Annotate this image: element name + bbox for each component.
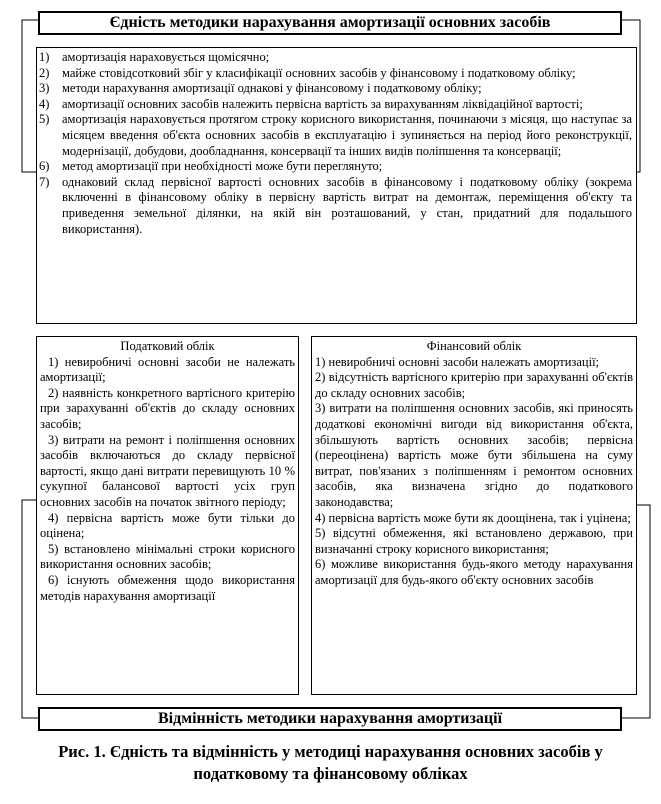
financial-item: 1) невиробничі основні засоби належать амортизації;	[315, 354, 600, 369]
caption-line-2: податковому та фінансовому обліках	[193, 764, 468, 783]
caption-line-1: Рис. 1. Єдність та відмінність у методиці нарахування основних засобів у	[58, 742, 603, 761]
unity-item: 5) амортизація нараховується протягом строку корисного використання, починаючи з місяця, що наступає за місяцем введення об'єкта основних засобів в експлуатацію і зупиняється на період його реконструкції, модернізації, добудови, дообладнання, консервації та інших видів поліпшення та консервації;	[39, 112, 632, 158]
financial-accounting-box	[311, 336, 637, 695]
tax-title: Податковий облік	[120, 339, 215, 353]
unity-item: 7) однаковий склад первісної вартості основних засобів в фінансовому і податковому обліку (зокрема включенні в фінансовому обліку в первісну вартість витрат на демонтаж, переміщення об'єкту та приведення земельної ділянки, на якій він розташований, у стан, придатний для подальшого використання).	[39, 174, 632, 236]
unity-title-text: Єдність методики нарахування амортизації основних засобів	[109, 14, 551, 31]
figure-caption	[0, 741, 661, 785]
unity-item: 4) амортизації основних засобів належить первісна вартість за вирахуванням ліквідаційної вартості;	[39, 96, 583, 111]
tax-item: 4) первісна вартість може бути тільки до оцінена;	[40, 510, 295, 541]
financial-item: 5) відсутні обмеження, які встановлено державою, при визначанні строку корисного використання;	[315, 526, 633, 556]
difference-title	[38, 707, 622, 731]
unity-item: 2) майже стовідсотковий збіг у класифікації основних засобів у фінансовому і податковому обліку;	[39, 65, 576, 80]
tax-accounting-box	[36, 336, 299, 695]
tax-item: 2) наявність конкретного вартісного критерію при зарахуванні об'єктів до складу основних засобів;	[40, 385, 295, 431]
tax-item: 3) витрати на ремонт і поліпшення основних засобів включаються до складу первісної вартості, якщо дані витрати перевищують 10 % сукупної балансової вартості усіх груп основних засобів на початок звітного періоду;	[40, 432, 295, 509]
financial-item: 3) витрати на поліпшення основних засобів, які приносять додаткові економічні вигоди від використання об'єкта, збільшують вартість основних засобів; первісна (переоцінена) вартість може бути збільшена на суму витрат, пов'язаних з поліпшенням і ремонтом основних засобів, яка визначена згідно до податкового законодавства;	[315, 401, 633, 509]
financial-title: Фінансовий облік	[426, 339, 522, 353]
unity-list-box	[36, 47, 637, 324]
financial-item: 4) первісна вартість може бути як доощінена, так і уцінена;	[315, 510, 631, 525]
unity-item: 1) амортизація нараховується щомісячно;	[39, 50, 270, 64]
unity-title	[38, 11, 622, 35]
unity-item: 6) метод амортизації при необхідності може бути переглянуто;	[39, 159, 383, 174]
tax-item: 6) існують обмеження щодо використання методів нарахування амортизації	[40, 572, 295, 603]
financial-item: 2) відсутність вартісного критерію при зарахуванні об'єктів до складу основних засобів;	[315, 370, 633, 400]
difference-title-text: Відмінність методики нарахування амортизації	[157, 710, 503, 727]
tax-item: 1) невиробничі основні засоби не належать амортизації;	[40, 354, 295, 385]
tax-item: 5) встановлено мінімальні строки корисного використання основних засобів;	[40, 541, 295, 572]
unity-item: 3) методи нарахування амортизації однакові у фінансовому і податковому обліку;	[39, 81, 482, 96]
financial-item: 6) можливе використання будь-якого методу нарахування амортизації для будь-якого об'єкту основних засобів	[315, 557, 633, 587]
